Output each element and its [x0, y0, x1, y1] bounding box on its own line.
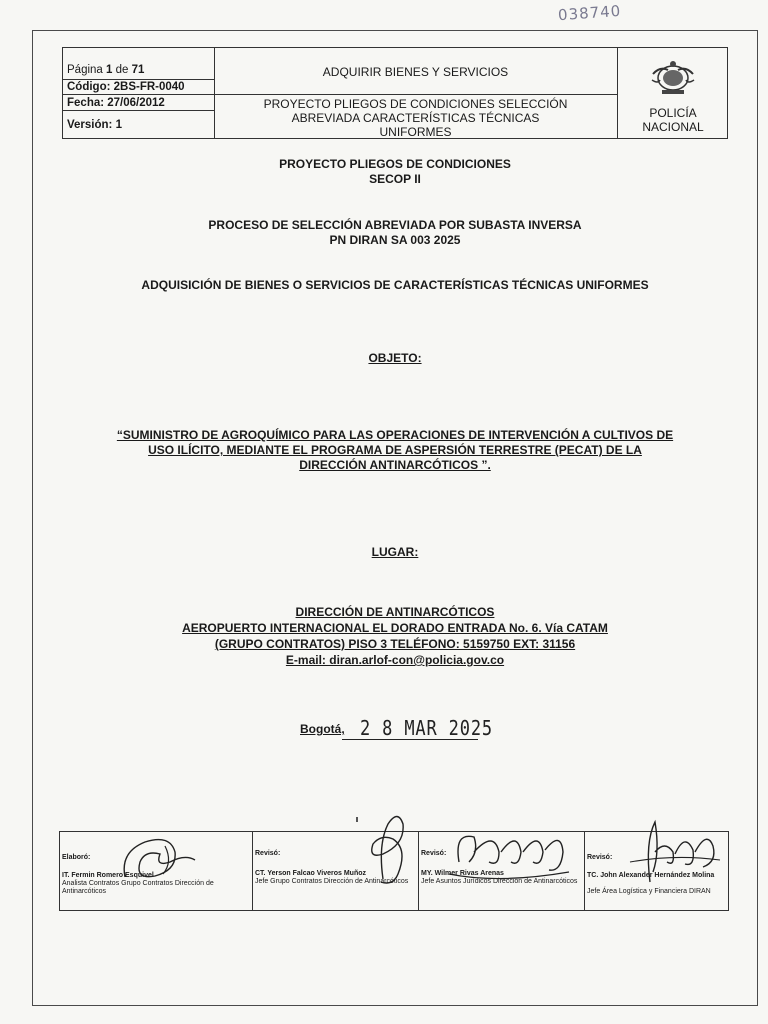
signature-role: Elaboró: — [62, 854, 91, 861]
page-num: 1 — [106, 64, 113, 76]
date-stamp: 2 8 MAR 2025 — [360, 716, 494, 740]
signature-name: TC. John Alexander Hernández Molina — [587, 872, 715, 879]
signature-title: Jefe Grupo Contratos Dirección de Antinarcóticos — [255, 878, 409, 885]
lugar-line-2: AEROPUERTO INTERNACIONAL EL DORADO ENTRADA No. 6. Vía CATAM — [182, 621, 608, 635]
process-number: PN DIRAN SA 003 2025 — [329, 233, 461, 247]
signature-cell-reviso-1 — [253, 832, 419, 910]
signature-name: IT. Fermin Romero Esquivel — [62, 872, 154, 879]
header-right-column — [618, 48, 728, 138]
process-type-line: PROCESO DE SELECCIÓN ABREVIADA POR SUBASTA INVERSA — [208, 218, 582, 232]
signature-cell-reviso-2 — [419, 832, 585, 910]
version-cell: Versión: 1 — [67, 119, 122, 131]
signature-cell-reviso-3 — [585, 832, 728, 910]
date-underline — [342, 739, 478, 740]
handwritten-stamp-number: 038740 — [557, 1, 622, 25]
document-title: PROYECTO PLIEGOS DE CONDICIONES SELECCIÓN ABREVIADA CARACTERÍSTICAS TÉCNICAS UNIFORMES — [263, 97, 568, 139]
date-cell: Fecha: 27/06/2012 — [63, 95, 214, 111]
acquisition-type: ADQUISICIÓN DE BIENES O SERVICIOS DE CARACTERÍSTICAS TÉCNICAS UNIFORMES — [141, 278, 649, 292]
signature-role: Revisó: — [255, 850, 281, 857]
header-left-column — [63, 48, 215, 138]
code-cell: Código: 2BS-FR-0040 — [63, 80, 214, 95]
objeto-text-1: “SUMINISTRO DE AGROQUÍMICO PARA LAS OPERACIONES DE INTERVENCIÓN A CULTIVOS DE — [116, 428, 674, 442]
signature-cell-elaboro — [60, 832, 253, 910]
signature-role: Revisó: — [421, 850, 447, 857]
signature-title: Jefe Área Logística y Financiera DIRAN — [587, 888, 711, 895]
page-of: de — [115, 64, 129, 76]
title-line-2: SECOP II — [369, 172, 421, 186]
police-crest-logo — [648, 60, 698, 98]
city-label: Bogotá, — [300, 722, 345, 736]
institution-name: POLICÍA NACIONAL — [642, 106, 704, 134]
signature-table — [59, 831, 729, 911]
lugar-label: LUGAR: — [371, 545, 419, 559]
page-total: 71 — [131, 64, 145, 76]
page-number-cell — [63, 48, 214, 80]
lugar-line-1: DIRECCIÓN DE ANTINARCÓTICOS — [295, 605, 495, 619]
objeto-text-3: DIRECCIÓN ANTINARCÓTICOS ”. — [299, 458, 491, 472]
header-middle-column — [214, 48, 618, 138]
lugar-line-3: (GRUPO CONTRATOS) PISO 3 TELÉFONO: 5159750 EXT: 31156 — [214, 637, 576, 651]
title-line-1: PROYECTO PLIEGOS DE CONDICIONES — [279, 157, 511, 171]
objeto-label: OBJETO: — [368, 351, 422, 365]
page-mark — [356, 817, 358, 822]
document-header-table — [62, 47, 728, 139]
signature-name: MY. Wilmer Rivas Arenas — [421, 870, 504, 877]
signature-title: Jefe Asuntos Jurídicos Dirección de Antinarcóticos — [421, 878, 578, 885]
objeto-text-2: USO ILÍCITO, MEDIANTE EL PROGRAMA DE ASPERSIÓN TERRESTRE (PECAT) DE LA — [148, 443, 642, 457]
signature-name: CT. Yerson Falcao Viveros Muñoz — [255, 870, 366, 877]
signature-title: Analista Contratos Grupo Contratos Dirección de Antinarcóticos — [62, 880, 214, 895]
lugar-email: E-mail: diran.arlof-con@policia.gov.co — [285, 653, 505, 667]
signature-role: Revisó: — [587, 854, 613, 861]
page-label: Página — [67, 64, 103, 76]
process-name: ADQUIRIR BIENES Y SERVICIOS — [214, 48, 617, 95]
